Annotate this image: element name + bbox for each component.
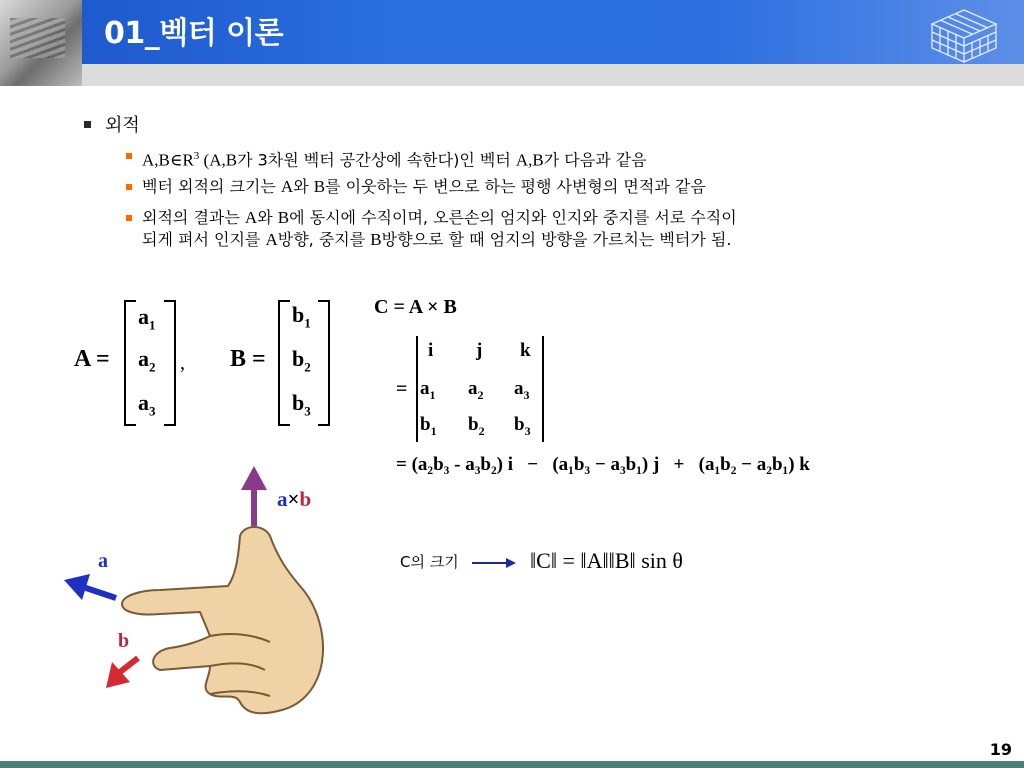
- header-subbar: [82, 64, 1024, 86]
- base: b: [292, 390, 305, 415]
- text-part: A: [280, 177, 294, 196]
- cross-product-expansion: = (a₂b₃ - a₃b₂) i − (a₁b₃ − a₃b₁) j + (a₁b₂ − a₂b₁) k: [396, 454, 810, 475]
- determinant-right-bar: [542, 336, 544, 442]
- a-arrow-icon: [64, 574, 116, 600]
- sub: 1: [429, 387, 436, 402]
- det-a2: [468, 378, 484, 403]
- sub: 3: [149, 403, 156, 419]
- orange-bullet-icon: [126, 184, 132, 190]
- a1-entry: [138, 304, 156, 333]
- axb-b: b: [299, 487, 312, 511]
- b1-entry: [292, 302, 311, 331]
- axb-times: ×: [287, 487, 300, 511]
- sub: 2: [304, 359, 311, 375]
- left-bracket: [278, 300, 290, 426]
- sub: 3: [524, 423, 531, 438]
- text-part: 가 다음과 같음: [543, 150, 647, 170]
- sub: 1: [149, 317, 156, 333]
- comma: ,: [180, 352, 185, 374]
- vector-a-label: A =: [74, 346, 110, 372]
- sub: 3: [304, 403, 311, 419]
- text-part: 되게 펴서 인지를: [142, 230, 266, 249]
- orange-bullet-icon: [126, 153, 132, 159]
- det-a3: [514, 378, 530, 403]
- sub: 1: [430, 423, 437, 438]
- sub: 3: [523, 387, 530, 402]
- a-vector-label: a: [98, 550, 108, 572]
- right-bracket: [318, 300, 330, 426]
- page-number: 19: [989, 740, 1012, 759]
- sub: 2: [477, 387, 484, 402]
- base: b: [468, 414, 479, 435]
- sub: 2: [478, 423, 485, 438]
- axb-label: [277, 487, 311, 512]
- b2-entry: [292, 346, 311, 375]
- heading-text: 외적: [105, 115, 140, 136]
- det-a1: [420, 378, 436, 403]
- hand-icon: [122, 527, 323, 713]
- right-bracket: [164, 300, 176, 426]
- set-notation: A,B∈R: [142, 150, 194, 170]
- orange-bullet-icon: [126, 215, 132, 221]
- text-part: 와: [257, 208, 278, 227]
- text-part: 와: [293, 177, 314, 196]
- bullet-item-2: [126, 176, 986, 198]
- base: b: [292, 346, 305, 371]
- det-b1: [420, 414, 437, 439]
- bullet-item-1: [126, 145, 986, 171]
- text-part: A,B: [515, 150, 544, 170]
- cross-product-def: C = A × B: [374, 296, 457, 318]
- left-bracket: [124, 300, 136, 426]
- b3-entry: [292, 390, 311, 419]
- base: b: [514, 414, 525, 435]
- base: b: [292, 302, 305, 327]
- text-part: A: [244, 208, 258, 227]
- text-part: 방향으로 할 때 엄지의 방향을 가르치는 벡터가 됨.: [381, 230, 732, 249]
- base: a: [138, 346, 149, 371]
- header-photo: [0, 0, 82, 86]
- det-k: k: [520, 340, 531, 361]
- det-b3: [514, 414, 531, 439]
- text-part: 벡터 외적의 크기는: [142, 177, 281, 196]
- determinant-left-bar: [416, 336, 418, 442]
- text-part: 외적의 결과는: [142, 208, 245, 227]
- text-part: 에 동시에 수직이며, 오른손의 엄지와 인지와 중지를 서로 수직이: [289, 208, 737, 227]
- b-arrow-icon: [106, 658, 138, 688]
- base: a: [514, 378, 524, 399]
- sub: 2: [149, 359, 156, 375]
- text-part: B: [277, 208, 290, 227]
- base: a: [138, 304, 149, 329]
- axb-arrow-icon: [241, 466, 267, 526]
- a3-entry: [138, 390, 156, 419]
- det-i: i: [428, 340, 434, 361]
- text-part: B: [370, 230, 382, 249]
- a2-entry: [138, 346, 156, 375]
- square-bullet-icon: [84, 121, 91, 128]
- text-part: B: [313, 177, 326, 196]
- base: a: [420, 378, 430, 399]
- text-part: 를 이웃하는 두 변으로 하는 평행 사변형의 면적과 같음: [325, 177, 706, 196]
- base: a: [138, 390, 149, 415]
- bullet-item-3: [126, 207, 986, 251]
- arrow-right-icon: [472, 556, 516, 570]
- text-part: (A,B: [199, 150, 238, 170]
- text-part: 방향, 중지를: [277, 230, 371, 249]
- det-b2: [468, 414, 485, 439]
- superscript-3: 3: [193, 150, 200, 162]
- vector-b-label: B =: [230, 346, 266, 372]
- cube-blocks-icon: [924, 4, 1004, 64]
- text-part: 가 3차원 벡터 공간상에 속한다)인 벡터: [237, 150, 516, 170]
- bullet-heading: [84, 111, 140, 137]
- magnitude-formula: ‖C‖ = ‖A‖‖B‖ sin θ: [530, 548, 683, 573]
- axb-a: a: [277, 487, 288, 511]
- base: a: [468, 378, 478, 399]
- slide-title: 01_벡터 이론: [104, 16, 284, 51]
- equals-sign: =: [396, 378, 408, 400]
- text-part: A: [265, 230, 278, 249]
- b-vector-label: b: [118, 630, 130, 652]
- footer-bar: [0, 761, 1024, 768]
- magnitude-label: C의 크기: [400, 553, 459, 571]
- sub: 1: [304, 315, 311, 331]
- det-j: j: [476, 340, 483, 361]
- base: b: [420, 414, 431, 435]
